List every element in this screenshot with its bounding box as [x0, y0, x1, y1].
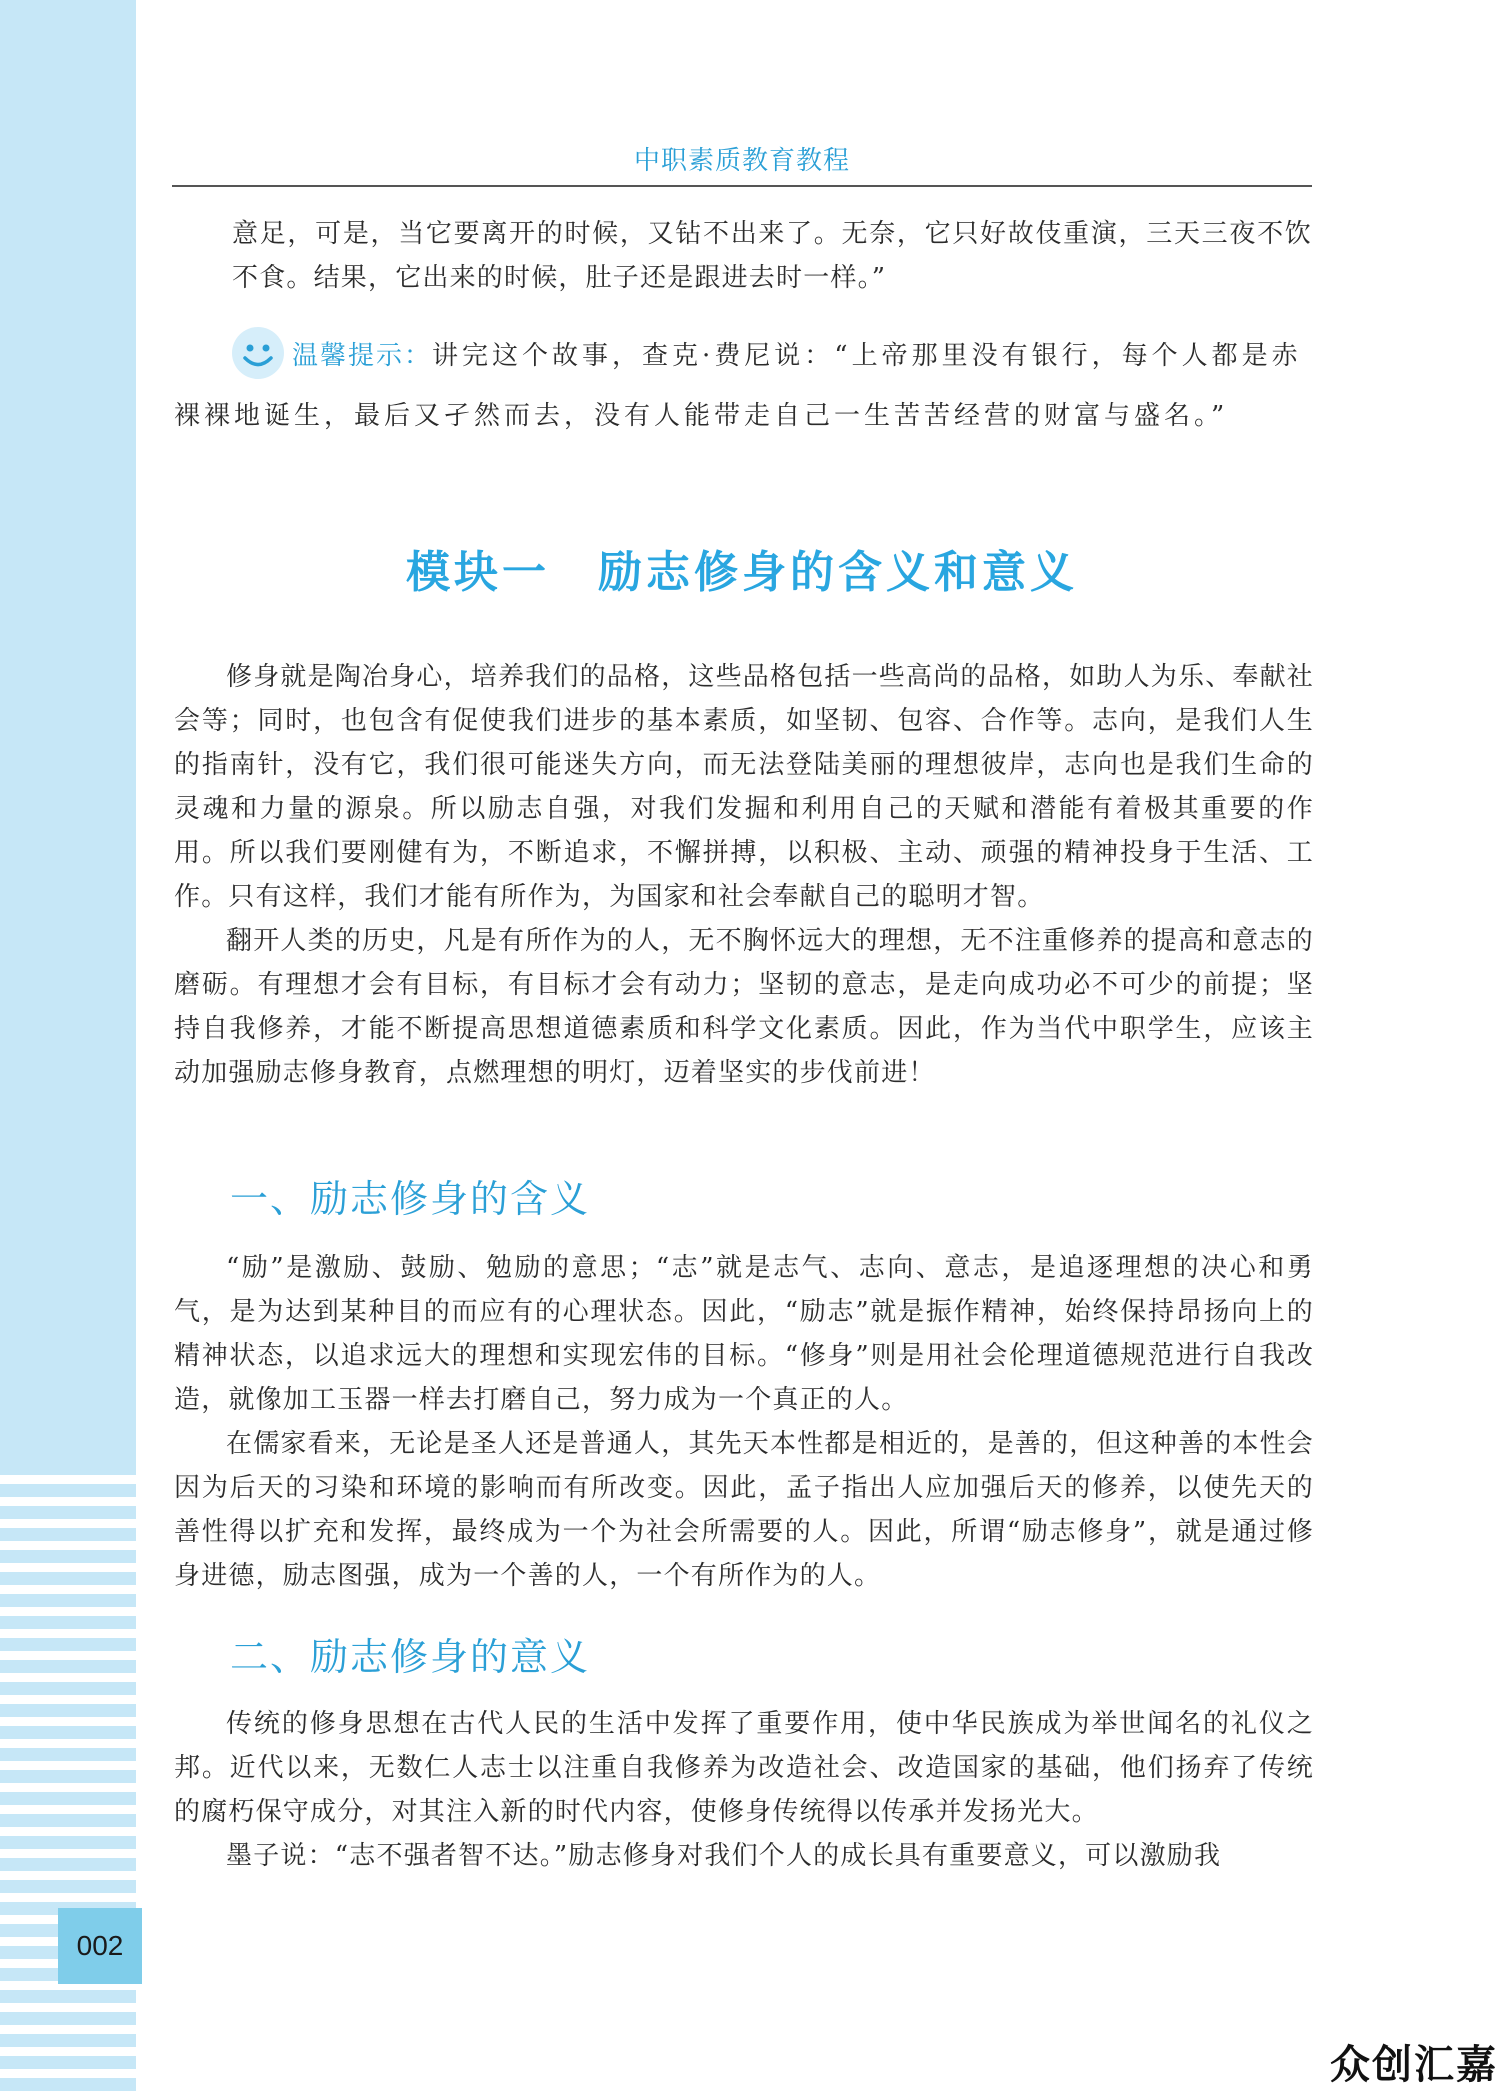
module-title: 模块一 励志修身的含义和意义 [406, 547, 1078, 598]
body-paragraph: 翻开人类的历史，凡是有所作为的人，无不胸怀远大的理想，无不注重修养的提高和意志的磨砺。有理想才会有目标，有目标才会有动力；坚韧的意志，是走向成功必不可少的前提；坚持自我修养，才能不断提高思想道德素质和科学文化素质。因此，作为当代中职学生，应该主动加强励志修身教育，点燃理想的明灯，迈着坚实的步伐前进！ [174, 926, 1315, 1088]
body-paragraph: 修身就是陶冶身心，培养我们的品格，这些品格包括一些高尚的品格，如助人为乐、奉献社会等；同时，也包含有促使我们进步的基本素质，如坚韧、包容、合作等。志向，是我们人生的指南针，没有它，我们很可能迷失方向，而无法登陆美丽的理想彼岸，志向也是我们生命的灵魂和力量的源泉。所以励志自强，对我们发掘和利用自己的天赋和潜能有着极其重要的作用。所以我们要刚健有为，不断追求，不懈拼搏，以积极、主动、顽强的精神投身于生活、工作。只有这样，我们才能有所作为，为国家和社会奉献自己的聪明才智。 [174, 662, 1315, 912]
running-header-title: 中职素质教育教程 [633, 146, 850, 176]
header-divider [172, 185, 1312, 187]
section-heading-meaning: 一、励志修身的含义 [230, 1177, 591, 1221]
smiley-face-icon [230, 325, 286, 381]
tip-label: 温馨提示： [292, 341, 433, 371]
page-number: 002 [58, 1908, 142, 1984]
section-heading-significance: 二、励志修身的意义 [230, 1635, 591, 1679]
body-paragraph: “励”是激励、鼓励、勉励的意思；“志”就是志气、志向、意志，是追逐理想的决心和勇气，是为达到某种目的而应有的心理状态。因此，“励志”就是振作精神，始终保持昂扬向上的精神状态，以追求远大的理想和实现宏伟的目标。“修身”则是用社会伦理道德规范进行自我改造，就像加工玉器一样去打磨自己，努力成为一个真正的人。 [174, 1253, 1314, 1415]
body-paragraph: 在儒家看来，无论是圣人还是普通人，其先天本性都是相近的，是善的，但这种善的本性会因为后天的习染和环境的影响而有所改变。因此，孟子指出人应加强后天的修养，以使先天的善性得以扩充和发挥，最终成为一个为社会所需要的人。因此，所谓“励志修身”，就是通过修身进德，励志图强，成为一个善的人，一个有所作为的人。 [174, 1429, 1315, 1591]
intro-paragraph: 意足，可是，当它要离开的时候，又钻不出来了。无奈，它只好故伎重演，三天三夜不饮不食。结果，它出来的时候，肚子还是跟进去时一样。” [232, 219, 1312, 293]
section-significance-body [174, 1702, 1314, 1878]
watermark-logo: 众创汇嘉 [1330, 2042, 1498, 2088]
body-paragraph: 墨子说：“志不强者智不达。”励志修身对我们个人的成长具有重要意义，可以激励我 [226, 1841, 1222, 1871]
body-paragraph: 传统的修身思想在古代人民的生活中发挥了重要作用，使中华民族成为举世闻名的礼仪之邦。近代以来，无数仁人志士以注重自我修养为改造社会、改造国家的基础，他们扬弃了传统的腐朽保守成分，对其注入新的时代内容，使修身传统得以传承并发扬光大。 [174, 1709, 1314, 1827]
sidebar-stripes [0, 1475, 136, 2094]
tip-box [174, 326, 1314, 446]
tip-text: 讲完这个故事，查克·费尼说：“上帝那里没有银行，每个人都是赤裸裸地诞生，最后又孑然而去，没有人能带走自己一生苦苦经营的财富与盛名。” [174, 341, 1302, 431]
module-intro [174, 655, 1314, 1095]
section-meaning-body [174, 1246, 1314, 1598]
